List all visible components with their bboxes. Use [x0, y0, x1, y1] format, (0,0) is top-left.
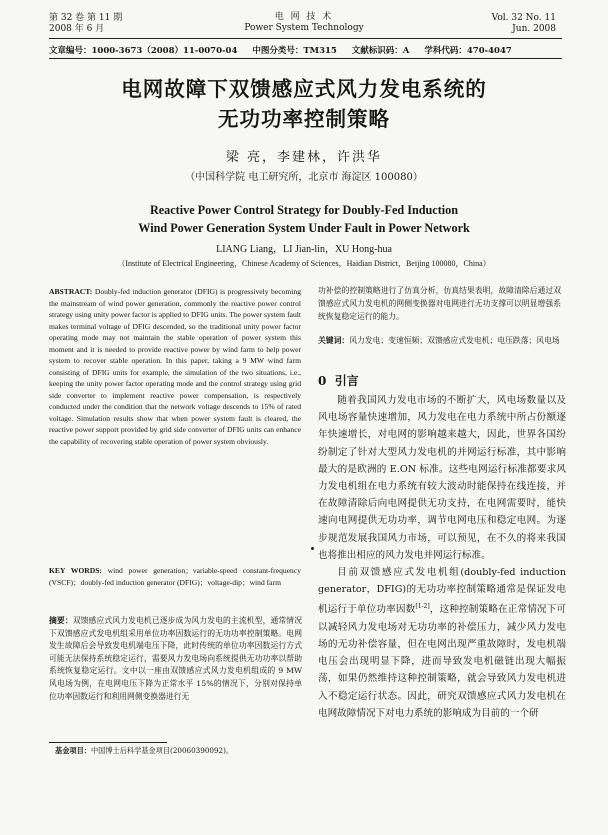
authors-en: LIANG Liang，LI Jian-lin，XU Hong-hua — [216, 244, 392, 255]
section-title: 引言 — [334, 374, 359, 388]
abstract-en-text: Doubly-fed induction generator (DFIG) is progressively becoming the mainstream of wind power generation, commonly the reactive power control strategy using unity power factor is applied to DFIG units. The power system fault makes terminal voltage of DFIG descended, so the traditional unity power factor operating mode may not maintain the stable operation of power system this moment and it is needed to provide reactive power by wind farm to help power system to recover stable operation. In this paper, taking a 9 MW wind farm consisting of DFIG units for example, the simulation of the two situations, i.e., keeping the unity power factor operating mode and the control strategy using grid side converter to implement reactive power compensation, is respectively conducted under the condition that the network voltage descends to 15% of rated voltage. Simulation results show that when power system fault is cleared, the reactive power support provided by grid side converter of DFIG units can enhance the capability of recovering stable operation of power system obviously. — [49, 287, 301, 446]
journal-name-en: Power System Technology — [244, 23, 364, 33]
date-cn: 2008 年 6 月 — [49, 24, 105, 34]
subject-code: 学科代码：470-4047 — [424, 46, 512, 56]
body-paragraph-1: 随着我国风力发电市场的不断扩大，风电场数量以及风电场容量快速增加，风力发电在电力系统中所占份额逐年快速增长，对电网的影响越来越大，因此，世界各国纷纷制定了针对大型风力发电机的并网运行标准，其中影响最大的是欧洲的 E.ON 标准。这些电网运行标准都要求风力发电机组在电力系统有较大波动时能保持在线连接，并在故障清除后向电网提供无功支持，在电网需要时，能快速向电网提供无功功率，调节电网电压和稳定电网。为逐步规范发展我国风力市场，可以预见，在不久的将来我国也将推出相应的风力发电并网运行标准。 — [318, 395, 566, 561]
fund-label: 基金项目： — [55, 746, 91, 755]
affiliation-en: （Institute of Electrical Engineering，Chinese Academy of Sciences，Haidian District，Beijing 100080，China） — [117, 259, 491, 268]
authors-cn: 梁 亮，李建林，许洪华 — [225, 150, 383, 165]
affiliation-cn: （中国科学院 电工研究所，北京市 海淀区 100080） — [185, 172, 423, 183]
keywords-en-label: KEY WORDS: — [49, 566, 102, 575]
title-en-line1: Reactive Power Control Strategy for Doubly-Fed Induction — [149, 203, 459, 217]
classification-number: 中图分类号：TM315 — [252, 46, 337, 56]
journal-name-cn: 电 网 技 术 — [274, 12, 334, 22]
date-en: Jun. 2008 — [512, 24, 556, 34]
abstract-cn — [49, 615, 302, 703]
keywords-cn-label: 关键词： — [318, 336, 350, 345]
header-rule — [49, 38, 562, 39]
title-en-line2: Wind Power Generation System Under Fault in Power Network — [138, 221, 470, 235]
title-cn — [0, 74, 608, 134]
section-number: 0 — [318, 374, 327, 388]
abstract-en-label: ABSTRACT: — [49, 287, 93, 296]
section-heading — [318, 372, 359, 389]
title-en — [0, 201, 608, 237]
title-cn-line1: 电网故障下双馈感应式风力发电系统的 — [121, 77, 487, 101]
volume-issue-en: Vol. 32 No. 11 — [491, 13, 556, 23]
footnote-rule — [49, 742, 167, 743]
document-code: 文献标识码：A — [351, 46, 410, 56]
fund-text: 中国博士后科学基金项目(20060390092)。 — [90, 746, 234, 755]
abstract-cn-continued: 功补偿的控制策略进行了仿真分析，仿真结果表明，故障清除后通过双馈感应式风力发电机的网侧变换器对电网进行无功支撑可以明显增强系统恢复稳定运行的能力。 — [318, 286, 561, 321]
article-number: 文章编号：1000-3673（2008）11-0070-04 — [49, 46, 238, 56]
volume-issue-cn: 第 32 卷 第 11 期 — [49, 13, 123, 23]
running-header-right — [492, 13, 556, 35]
body-paragraph-2-part-a: 目前双馈感应式发电机组(doubly-fed induction generator，DFIG)的无功功率控制策略通常是保证发电机运行于单位功率因数 — [318, 567, 566, 616]
citation-ref: [1-2] — [415, 603, 430, 611]
title-cn-line2: 无功功率控制策略 — [218, 107, 390, 131]
keywords-en-text: wind power generation；variable-speed constant-frequency (VSCF)；doubly-fed induction generator (DFIG)；voltage-dip；wind farm — [49, 566, 301, 587]
keywords-cn-text: 风力发电；变速恒频；双馈感应式发电机；电压跌落；风电场 — [349, 336, 560, 345]
keywords-cn — [318, 335, 561, 348]
article-meta — [49, 44, 524, 56]
introduction-body — [318, 392, 566, 722]
body-paragraph-2 — [318, 564, 566, 722]
meta-rule — [49, 58, 562, 59]
body-paragraph-2-part-b: ，这种控制策略在正常情况下可以减轻风力发电场对无功功率的补偿压力，减少风力发电场的无功补偿容量，但在电网出现严重故障时，发电机端电压会出现明显下降，进而导致发电机磁链出现大幅振荡，如果仍然维持这种控制策略，就会导致风力发电机进入不稳定运行状态。因此，研究双馈感应式风力发电机在电网故障情况下对电力系统的影响成为目前的一个研 — [318, 604, 567, 719]
fund-footnote — [55, 746, 233, 756]
abstract-cn-text: 双馈感应式风力发电机已逐步成为风力发电的主流机型，通常情况下双馈感应式发电机组采用单位功率因数运行的无功功率控制策略。电网发生故障后会导致发电机端电压下降，此时传统的单位功率因数运行方式可能无法保持系统稳定运行，需要风力发电场向系统提供无功功率以帮助系统恢复稳定运行。文中以一座由双馈感应式风力发电机组成的 9 MW 风电场为例，在电网电压下降为正常水平 15%的情况下，分别对保持单位功率因数运行和利用网侧变换器进行无 — [49, 616, 303, 701]
margin-dot — [311, 547, 314, 550]
keywords-en — [49, 565, 301, 588]
abstract-cn-label: 摘要： — [49, 616, 73, 625]
abstract-en — [49, 286, 301, 447]
